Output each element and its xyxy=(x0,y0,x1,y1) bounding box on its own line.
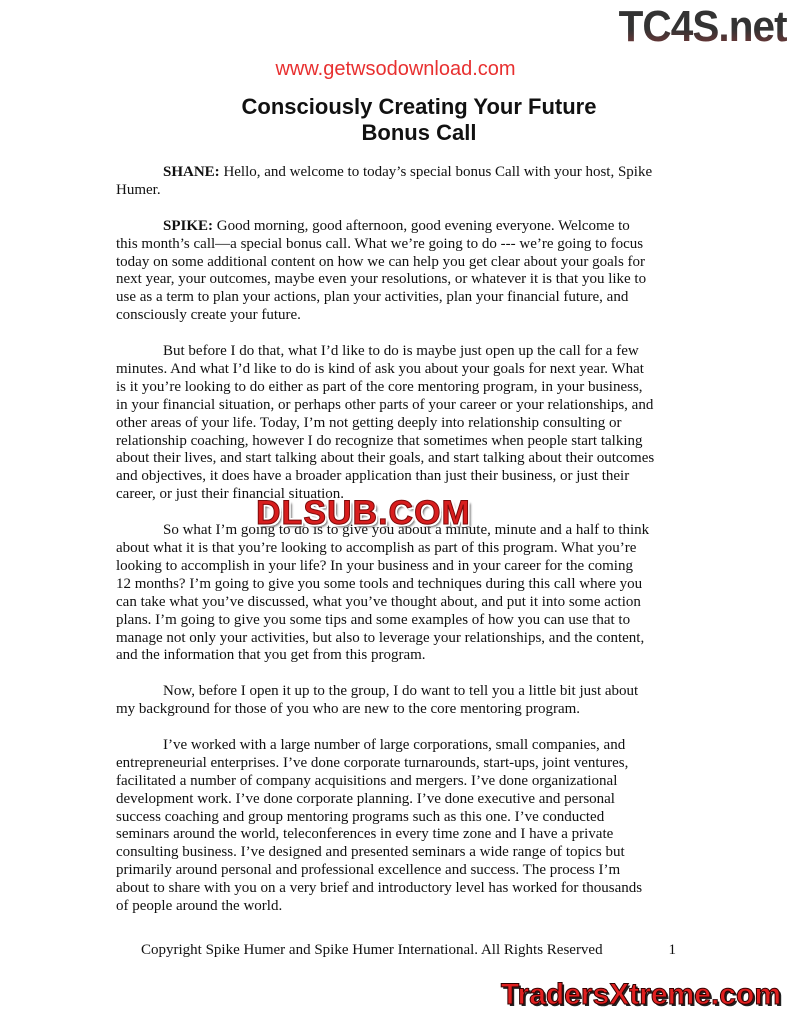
paragraph xyxy=(116,218,686,325)
line-text: my background for those of you who are new to the core mentoring program. xyxy=(116,701,581,718)
text-line xyxy=(116,773,686,791)
document-body xyxy=(116,164,686,934)
line-text: manage not only your activities, but also to leverage your relationships, and the content, xyxy=(116,629,645,646)
text-line xyxy=(116,898,686,916)
paragraph xyxy=(116,683,686,719)
line-text: I’ve worked with a large number of large corporations, small companies, and xyxy=(163,736,626,753)
tradersxtreme-watermark: TradersXtreme.com xyxy=(500,978,781,1011)
text-line xyxy=(116,218,686,236)
text-line xyxy=(116,862,686,880)
line-text: next year, your outcomes, maybe even your resolutions, or whatever it is that you like to xyxy=(116,271,647,288)
line-text: use as a term to plan your actions, plan your activities, plan your financial future, and xyxy=(116,289,629,306)
paragraph xyxy=(116,737,686,916)
line-text: other areas of your life. Today, I’m not getting deeply into relationship consulting or xyxy=(116,414,622,431)
line-text: seminars around the world, teleconferences in every time zone and I have a private xyxy=(116,826,614,843)
line-text: of people around the world. xyxy=(116,898,283,915)
text-line xyxy=(116,612,686,630)
line-text: success coaching and group mentoring programs such as this one. I’ve conducted xyxy=(116,808,605,825)
line-text: about to share with you on a very brief and introductory level has worked for thousands xyxy=(116,880,643,897)
line-text: career, or just their financial situation. xyxy=(116,486,345,503)
text-line xyxy=(116,701,686,719)
line-text: can take what you’ve discussed, what you’ve thought about, and put it into some action xyxy=(116,593,641,610)
line-text: about what it is that you’re looking to accomplish as part of this program. What you’re xyxy=(116,539,637,556)
speaker-label: SPIKE: xyxy=(163,217,214,234)
line-text: consulting business. I’ve designed and presented seminars a wide range of topics but xyxy=(116,844,625,861)
copyright-text: Copyright Spike Humer and Spike Humer International. All Rights Reserved xyxy=(141,942,603,958)
text-line xyxy=(116,379,686,397)
line-text: 12 months? I’m going to give you some tools and techniques during this call where you xyxy=(116,575,643,592)
paragraph xyxy=(116,522,686,665)
text-line xyxy=(116,594,686,612)
text-line xyxy=(116,468,686,486)
text-line xyxy=(116,576,686,594)
document-title xyxy=(0,94,791,146)
line-text: Humer. xyxy=(116,181,161,198)
dlsub-watermark: DLSUB.COM xyxy=(256,494,471,532)
line-text: Good morning, good afternoon, good evening everyone. Welcome to xyxy=(216,217,630,234)
line-text: is it you’re looking to do either as part of the core mentoring program, in your business, xyxy=(116,378,643,395)
line-text: looking to accomplish in your life? In your business and in your career for the coming xyxy=(116,557,633,574)
text-line xyxy=(116,558,686,576)
text-line xyxy=(116,289,686,307)
line-text: So what I’m going to do is to give you about a minute, minute and a half to think xyxy=(163,522,650,539)
text-line xyxy=(116,343,686,361)
text-line xyxy=(116,647,686,665)
line-text: Now, before I open it up to the group, I do want to tell you a little bit just about xyxy=(163,683,639,700)
text-line xyxy=(116,450,686,468)
text-line xyxy=(116,826,686,844)
line-text: today on some additional content on how we can help you get clear about your goals for xyxy=(116,253,646,270)
line-text: facilitated a number of company acquisitions and mergers. I’ve done organizational xyxy=(116,772,618,789)
watermark-url: www.getwsodownload.com xyxy=(275,58,516,80)
line-text: primarily around personal and professional excellence and success. The process I’m xyxy=(116,862,621,879)
page-number: 1 xyxy=(668,942,676,958)
line-text: and objectives, it does have a broader application than just their business, or just their xyxy=(116,468,630,485)
line-text: Hello, and welcome to today’s special bonus Call with your host, Spike xyxy=(223,164,653,180)
speaker-label: SHANE: xyxy=(163,164,220,180)
text-line xyxy=(116,540,686,558)
line-text: entrepreneurial enterprises. I’ve done corporate turnarounds, start-ups, joint ventures, xyxy=(116,754,629,771)
text-line xyxy=(116,361,686,379)
text-line xyxy=(116,271,686,289)
line-text: and the information that you get from this program. xyxy=(116,647,426,664)
line-text: this month’s call—a special bonus call. What we’re going to do --- we’re going to focus xyxy=(116,235,644,252)
text-line xyxy=(116,809,686,827)
tc4s-watermark-logo: TC4S.net xyxy=(618,2,787,51)
line-text: consciously create your future. xyxy=(116,307,301,324)
text-line xyxy=(116,307,686,325)
text-line xyxy=(116,254,686,272)
text-line xyxy=(116,397,686,415)
text-line xyxy=(116,880,686,898)
text-line xyxy=(116,844,686,862)
paragraph xyxy=(116,343,686,504)
text-line xyxy=(116,755,686,773)
line-text: development work. I’ve done corporate planning. I’ve done executive and personal xyxy=(116,790,615,807)
line-text: about their lives, and start talking about their goals, and start talking about their outcomes xyxy=(116,450,655,467)
text-line xyxy=(116,164,686,182)
text-line xyxy=(116,737,686,755)
text-line xyxy=(116,433,686,451)
text-line xyxy=(116,415,686,433)
line-text: plans. I’m going to give you some tips and some examples of how you can use that to xyxy=(116,611,631,628)
line-text: minutes. And what I’d like to do is kind of ask you about your goals for next year. What xyxy=(116,360,644,377)
paragraph xyxy=(116,164,686,200)
text-line xyxy=(116,236,686,254)
line-text: relationship coaching, however I do recognize that sometimes when people start talking xyxy=(116,432,643,449)
text-line xyxy=(116,791,686,809)
text-line xyxy=(116,630,686,648)
title-line-2: Bonus Call xyxy=(361,120,477,145)
page-footer xyxy=(141,942,676,959)
line-text: in your financial situation, or perhaps other parts of your career or your relationships, and xyxy=(116,396,654,413)
line-text: But before I do that, what I’d like to do is maybe just open up the call for a few xyxy=(163,343,639,360)
text-line xyxy=(116,182,686,200)
text-line xyxy=(116,683,686,701)
title-line-1: Consciously Creating Your Future xyxy=(241,94,597,119)
